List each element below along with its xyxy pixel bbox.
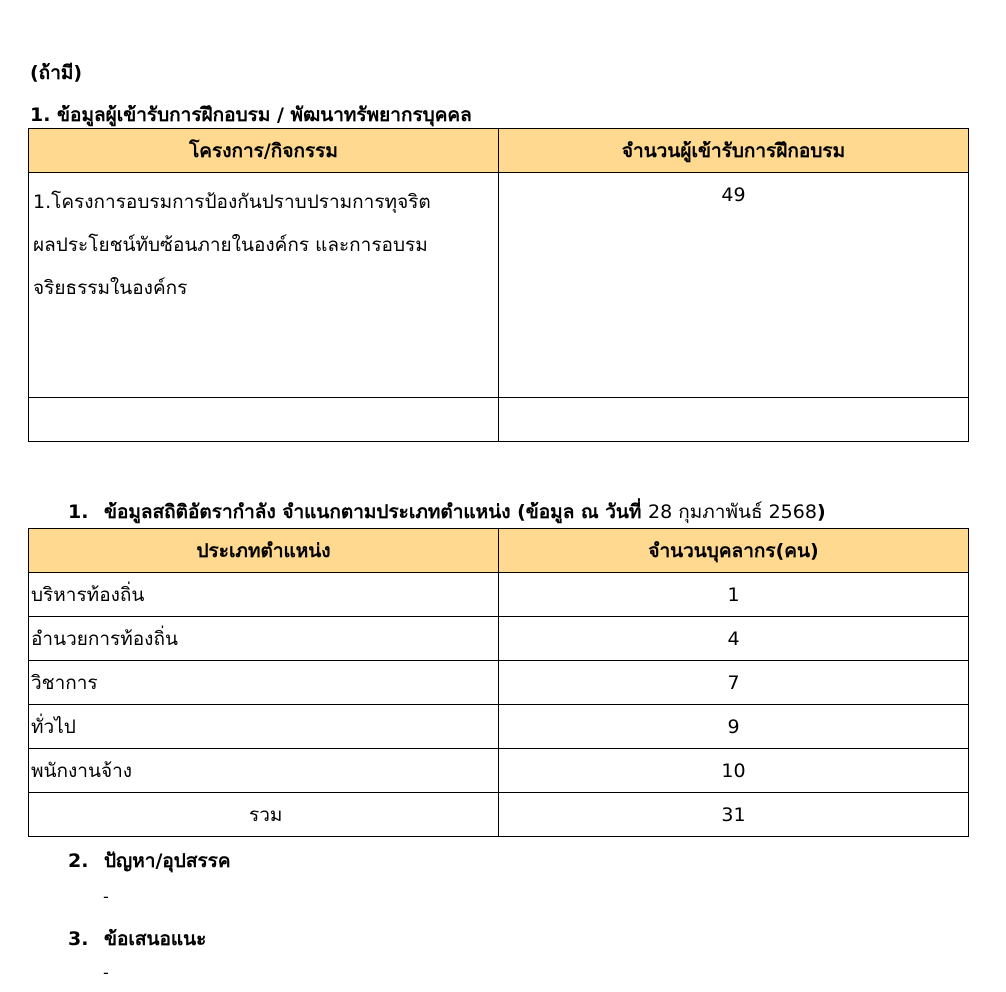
training-header-participants: จำนวนผู้เข้ารับการฝึกอบรม — [499, 129, 969, 173]
position-type-cell: พนักงานจ้าง — [29, 749, 499, 793]
staff-count-cell: 7 — [499, 661, 969, 705]
stats-table-header — [29, 529, 969, 573]
total-row — [29, 793, 969, 837]
suggestions-section-number: 3. — [68, 928, 89, 950]
table-row — [29, 617, 969, 661]
total-label-cell: รวม — [29, 793, 499, 837]
position-type-cell: อำนวยการท้องถิ่น — [29, 617, 499, 661]
staff-count-cell: 10 — [499, 749, 969, 793]
table-row — [29, 749, 969, 793]
stats-section-number: 1. — [68, 501, 89, 523]
stats-section-heading — [68, 497, 826, 527]
problems-section-heading — [68, 846, 231, 876]
suggestions-section-title: ข้อเสนอแนะ — [104, 928, 207, 950]
staff-stats-table — [28, 528, 969, 837]
stats-heading-close: ) — [816, 501, 826, 523]
suggestions-content: - — [103, 963, 109, 982]
total-count-cell: 31 — [499, 793, 969, 837]
stats-header-staff-count: จำนวนบุคลากร(คน) — [499, 529, 969, 573]
training-table — [28, 128, 969, 442]
staff-count-cell: 4 — [499, 617, 969, 661]
training-participants-cell-empty — [499, 398, 969, 442]
training-project-cell-empty — [29, 398, 499, 442]
table-row — [29, 173, 969, 398]
problems-section-number: 2. — [68, 850, 89, 872]
training-participants-cell: 49 — [499, 173, 969, 398]
training-header-project: โครงการ/กิจกรรม — [29, 129, 499, 173]
table-row — [29, 398, 969, 442]
staff-count-cell: 9 — [499, 705, 969, 749]
position-type-cell: ทั่วไป — [29, 705, 499, 749]
position-type-cell: วิชาการ — [29, 661, 499, 705]
table-row — [29, 573, 969, 617]
staff-count-cell: 1 — [499, 573, 969, 617]
table-row — [29, 705, 969, 749]
training-project-cell — [29, 173, 499, 398]
training-project-line: 1.โครงการอบรมการป้องกันปราบปรามการทุจริต — [33, 191, 431, 213]
stats-header-position-type: ประเภทตำแหน่ง — [29, 529, 499, 573]
stats-heading-text: ข้อมูลสถิติอัตรากำลัง จำแนกตามประเภทตำแหน่ง (ข้อมูล ณ วันที่ — [104, 501, 642, 523]
stats-heading-date: 28 กุมภาพันธ์ 2568 — [648, 501, 817, 523]
table-row — [29, 661, 969, 705]
training-section-heading: 1. ข้อมูลผู้เข้ารับการฝึกอบรม / พัฒนาทรัพยากรบุคคล — [30, 104, 472, 126]
suggestions-section-heading — [68, 924, 206, 954]
problems-content: - — [103, 887, 109, 906]
optional-note: (ถ้ามี) — [30, 62, 83, 84]
training-project-line: จริยธรรมในองค์กร — [33, 277, 188, 299]
problems-section-title: ปัญหา/อุปสรรค — [104, 850, 231, 872]
training-table-header — [29, 129, 969, 173]
position-type-cell: บริหารท้องถิ่น — [29, 573, 499, 617]
training-project-line: ผลประโยชน์ทับซ้อนภายในองค์กร และการอบรม — [33, 234, 428, 256]
